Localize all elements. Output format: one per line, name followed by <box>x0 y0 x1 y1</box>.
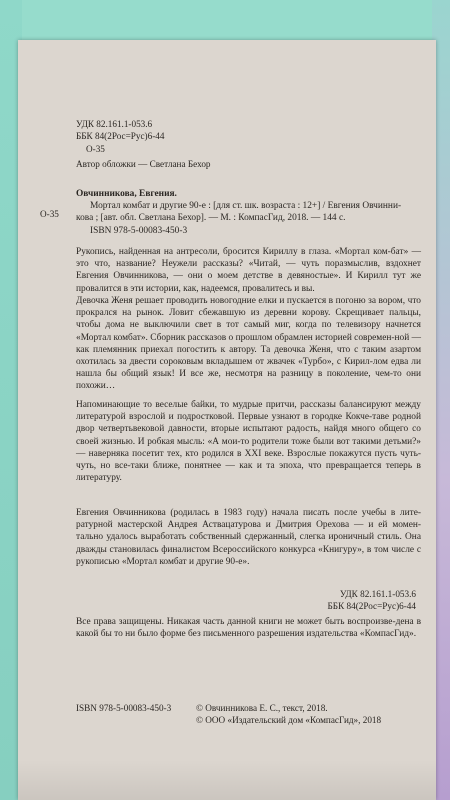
catalog-line-2: кова ; [авт. обл. Светлана Бехор]. — М. : КомпасГид, 2018. — 144 с. <box>76 213 346 224</box>
annotation-paragraph-2: Девочка Женя решает проводить новогодние елки и пускается в погоню за вором, что прокрался на рынок. Ловит сбежавшую из деревни корову. Скрещивает пальцы, чтобы дома не выключили свет в тот самый миг, когда по телевизору начнется «Мортал комбат». Сборник рассказов о прошлом обрамлен историей современ-ной — как племянник приехал погостить к автору. Та девочка Женя, что с таким азартом охотилась за двести сороковым вкладышем от жвачек «Турбо», с Кирил-лом едва ли нашла бы общий язык! И все же, несмотря на разницу в поколение, чем-то они похожи… <box>76 296 421 392</box>
copyright-block <box>196 702 381 727</box>
book-page <box>18 40 436 800</box>
footer-udk: УДК 82.161.1-053.6 <box>339 589 416 599</box>
catalog-isbn: ISBN 978-5-00083-450-3 <box>90 225 188 236</box>
author-code: О-35 <box>86 143 105 154</box>
annotation-paragraph-1: Рукопись, найденная на антресоли, бросится Кириллу в глаза. «Мортал ком-бат» — это что, название? Неужели рассказы? «Читай, — чуть поразмыслив, вздохнет Евгения Овчинникова, — они о моем детстве в девяностые». И Кирилл тут же провалится в эти истории, как, надеемся, провалитесь и вы. <box>76 247 421 294</box>
catalog-author: Овчинникова, Евгения. <box>76 189 177 199</box>
page-shadow <box>18 760 436 800</box>
copyright-publisher: © ООО «Издательский дом «КомпасГид», 2018 <box>196 715 382 726</box>
cover-author: Автор обложки — Светлана Бехор <box>76 159 211 169</box>
copyright-text: © Овчинникова Е. С., текст, 2018. <box>196 703 328 713</box>
footer-classification <box>328 588 416 612</box>
catalog-record <box>76 188 421 237</box>
bbk-code: ББК 84(2Рос=Рус)6-44 <box>76 131 165 142</box>
footer-isbn: ISBN 978-5-00083-450-3 <box>76 703 172 713</box>
catalog-header <box>76 118 164 155</box>
udk-code: УДК 82.161.1-053.6 <box>76 119 153 129</box>
annotation-paragraph-3: Напоминающие то веселые байки, то мудрые притчи, рассказы балансируют между литературой взрослой и подростковой. Первые узнают в городке Кокче-таве родной двор четвертьвековой давности, вторые испытают радость, найдя много общего со своей жизнью. И робкая мысль: «А мои-то родители тоже были вот такими детьми?» — наверняка посетит тех, кто родился в XXI веке. Взрослые покажутся пусть чуть-чуть, но все-таки ближе, понятнее — как и та эпоха, что превращается теперь в литературу. <box>76 400 421 484</box>
author-bio-paragraph: Евгения Овчинникова (родилась в 1983 году) начала писать после учебы в лите-ратурной мастерской Андрея Аствацатурова и Дмитрия Орехова — и ей момен-тально удалось выработать собственный сдержанный, слегка ироничный стиль. Она дважды становилась финалистом Всероссийского конкурса «Книгуру», в том числе с рукописью «Мортал комбат и другие 90-е». <box>76 508 421 567</box>
catalog-line-1: Мортал комбат и другие 90-е : [для ст. шк. возраста : 12+] / Евгения Овчинни- <box>90 201 402 212</box>
book-cover-edge-top <box>0 0 450 45</box>
footer-bbk: ББК 84(2Рос=Рус)6-44 <box>327 601 416 612</box>
catalog-left-code: О-35 <box>40 209 59 219</box>
rights-notice: Все права защищены. Никакая часть данной книги не может быть воспроизве-дена в какой бы то ни было форме без письменного разрешения издательства «КомпасГид». <box>76 617 421 640</box>
